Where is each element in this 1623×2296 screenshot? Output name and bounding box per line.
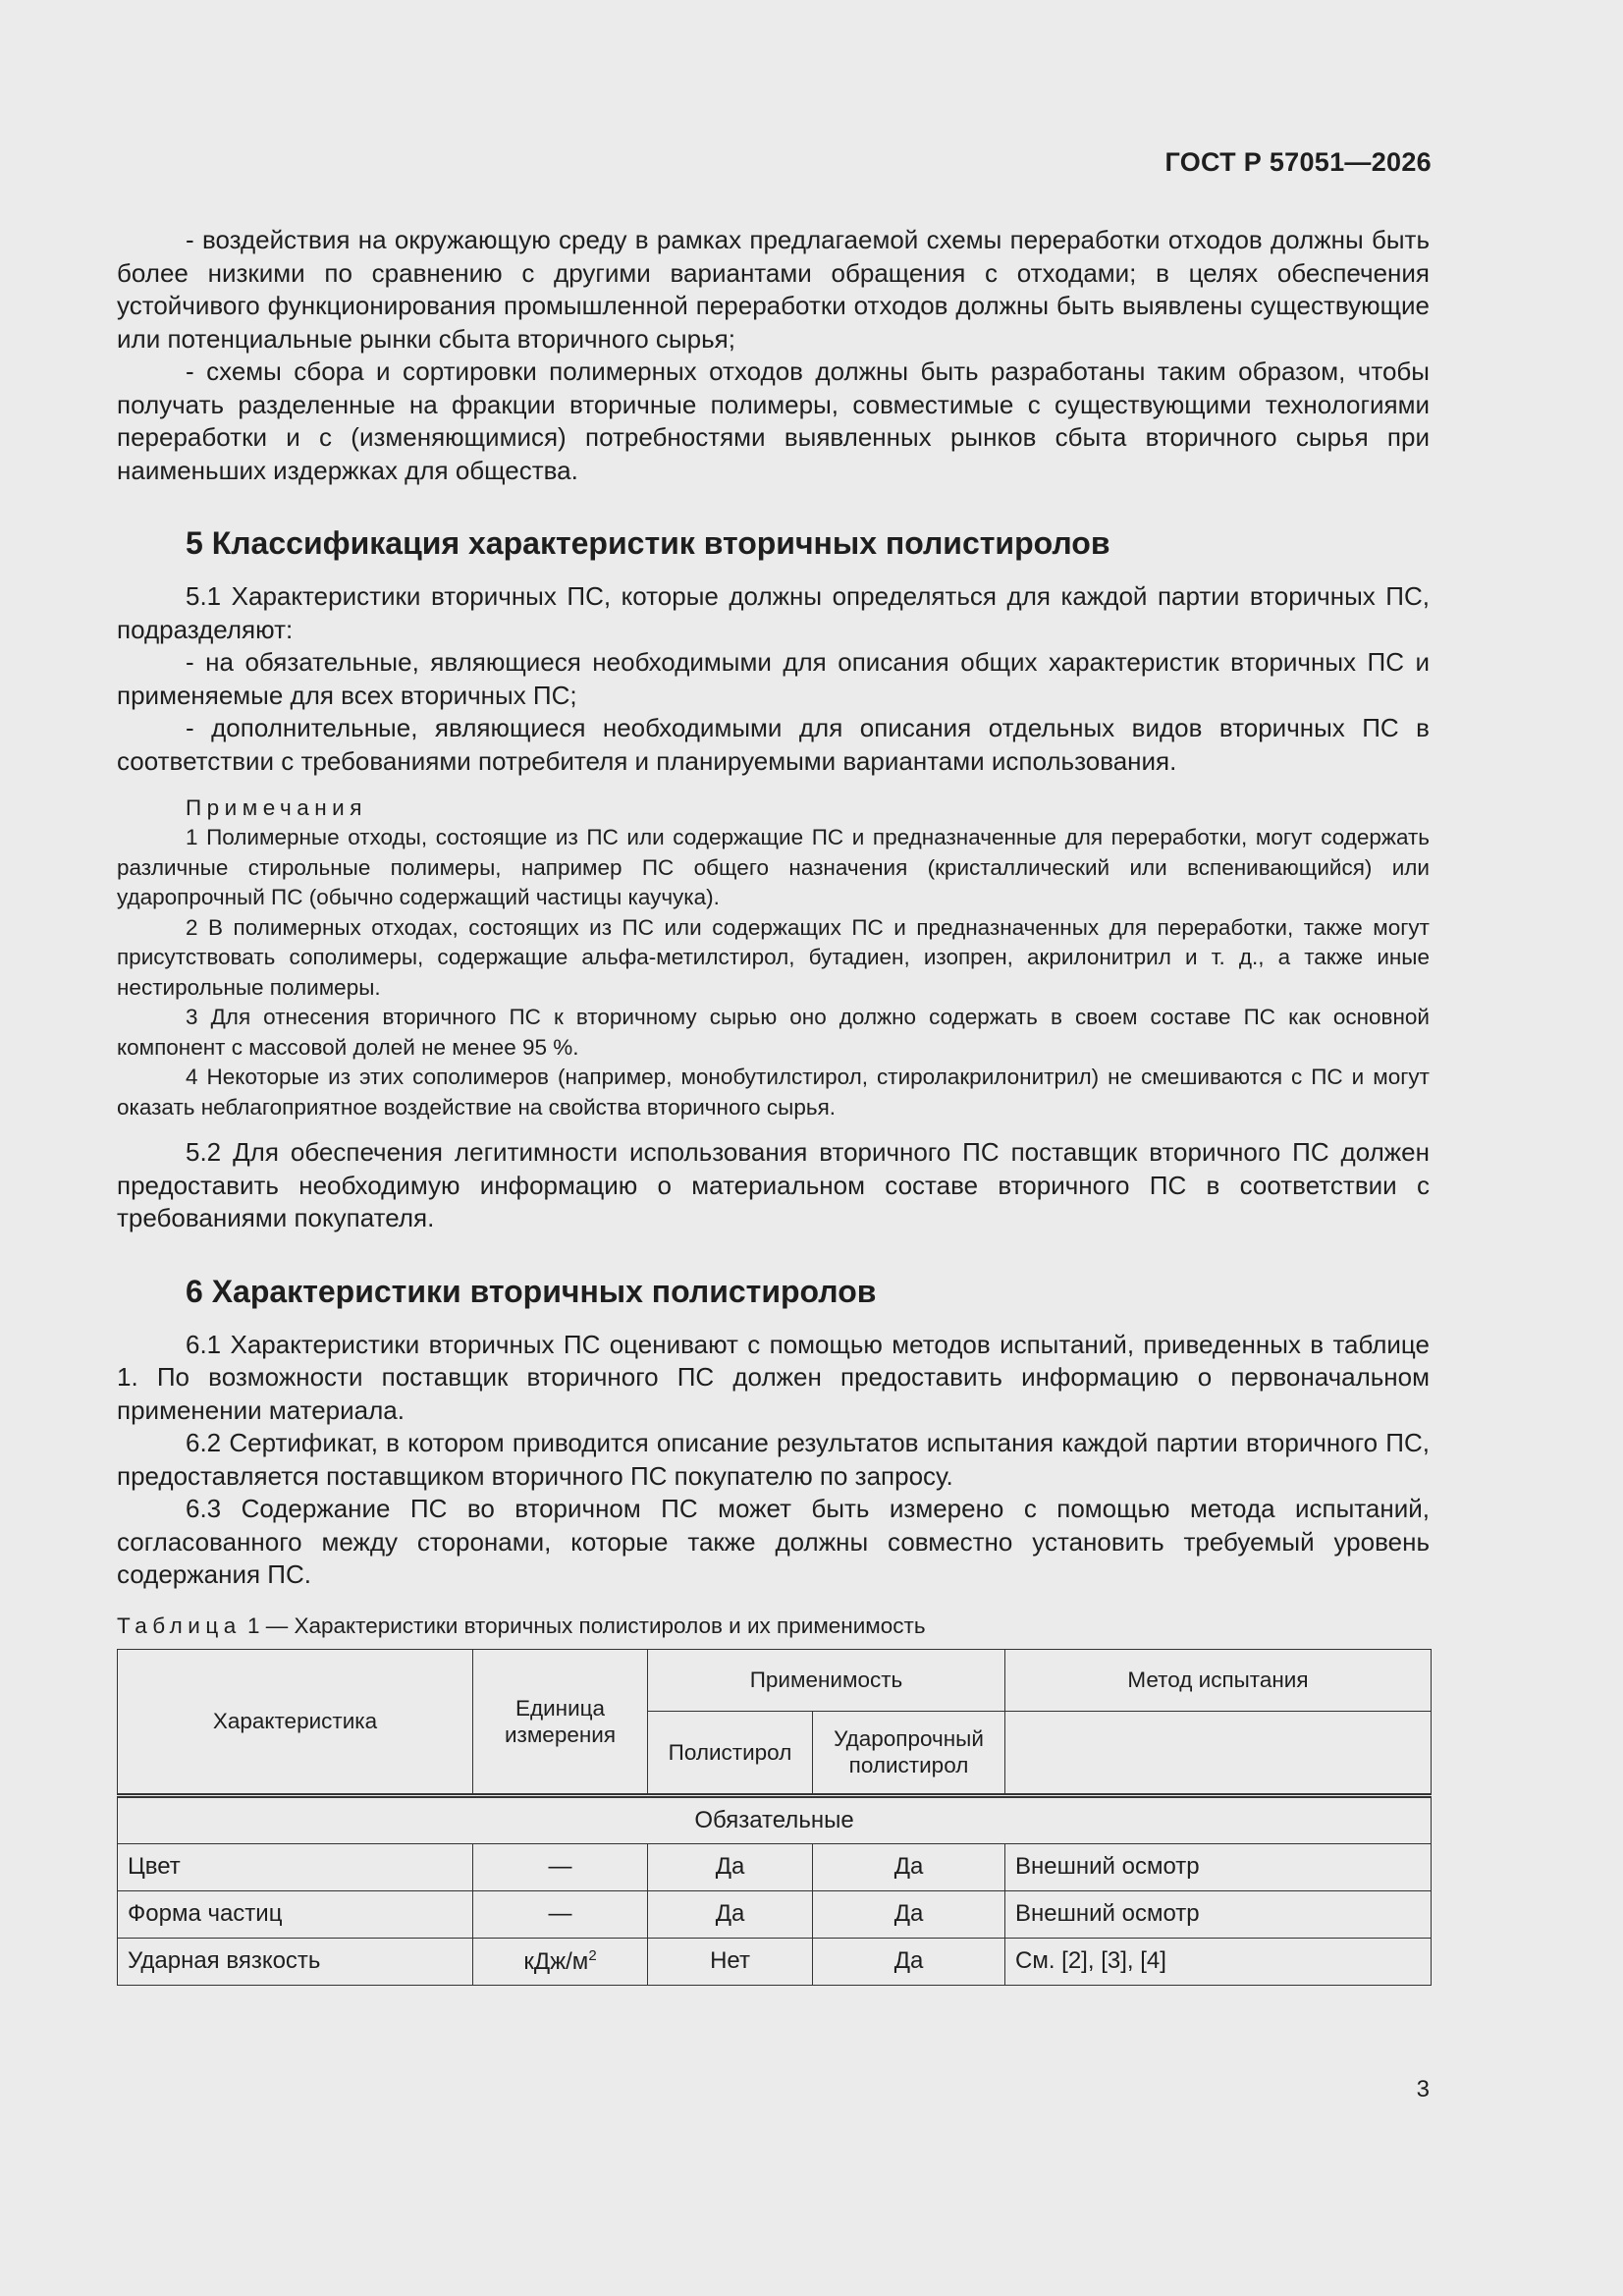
cell-test-method: Внешний осмотр [1005, 1890, 1432, 1938]
cell-test-method: Внешний осмотр [1005, 1843, 1432, 1890]
header-unit: Единица измерения [473, 1649, 648, 1795]
page-content [117, 224, 1430, 1986]
table-caption-title: 1 — Характеристики вторичных полистиролов и их применимость [241, 1613, 926, 1638]
table-caption-label: Таблица [117, 1613, 242, 1638]
cell-hips: Да [813, 1890, 1005, 1938]
header-applicability: Применимость [648, 1649, 1005, 1711]
paragraph-6-3: 6.3 Содержание ПС во вторичном ПС может быть измерено с помощью метода испытаний, согласованного между сторонами, которые также должны совместно установить требуемый уровень содержания ПС. [117, 1494, 1430, 1589]
table-1-caption [117, 1612, 1430, 1641]
cell-unit: — [473, 1843, 648, 1890]
cell-characteristic: Форма частиц [118, 1890, 473, 1938]
cell-unit: — [473, 1890, 648, 1938]
paragraph-5-1: 5.1 Характеристики вторичных ПС, которые должны определяться для каждой партии вторичных ПС, подразделяют: [117, 581, 1430, 644]
unit-text: кДж/м [523, 1947, 589, 1975]
paragraph-6-1: 6.1 Характеристики вторичных ПС оценивают с помощью методов испытаний, приведенных в таблице 1. По возможности поставщик вторичного ПС должен предоставить информацию о первоначальном применении материала. [117, 1329, 1430, 1425]
section-6-heading: 6 Характеристики вторичных полистиролов [186, 1273, 877, 1309]
header-test-method: Метод испытания [1005, 1649, 1432, 1711]
note-2: 2 В полимерных отходах, состоящих из ПС или содержащих ПС и предназначенных для переработки, также могут присутствовать сополимеры, содержащие альфа-метилстирол, бутадиен, изопрен, акрилонитрил и т. д., а также иные нестирольные полимеры. [117, 914, 1430, 1000]
header-test-method-empty [1005, 1711, 1432, 1795]
section-5-heading: 5 Классификация характеристик вторичных полистиролов [186, 525, 1110, 561]
cell-characteristic: Цвет [118, 1843, 473, 1890]
table-row [118, 1843, 1432, 1890]
cell-polystyrene: Да [648, 1843, 813, 1890]
cell-test-method: См. [2], [3], [4] [1005, 1938, 1432, 1985]
table-row [118, 1938, 1432, 1985]
intro-paragraph-2: - схемы сбора и сортировки полимерных отходов должны быть разработаны таким образом, чтобы получать разделенные на фракции вторичные полимеры, совместимые с существующими технологиями переработки и с (изменяющимися) потребностями выявленных рынков сбыта вторичного сырья при наименьших издержках для общества. [117, 356, 1430, 485]
paragraph-5-2: 5.2 Для обеспечения легитимности использования вторичного ПС поставщик вторичного ПС должен предоставить необходимую информацию о материальном составе вторичного ПС в соответствии с требованиями покупателя. [117, 1137, 1430, 1232]
cell-characteristic: Ударная вязкость [118, 1938, 473, 1985]
cell-hips: Да [813, 1843, 1005, 1890]
note-3: 3 Для отнесения вторичного ПС к вторичному сырью оно должно содержать в своем составе ПС как основной компонент с массовой долей не менее 95 %. [117, 1005, 1430, 1060]
note-1: 1 Полимерные отходы, состоящие из ПС или содержащие ПС и предназначенные для переработки, могут содержать различные стирольные полимеры, например ПС общего назначения (кристаллический или вспенивающийся) или ударопрочный ПС (обычно содержащий частицы каучука). [117, 825, 1430, 909]
cell-polystyrene: Да [648, 1890, 813, 1938]
notes-title: Примечания [186, 795, 367, 820]
document-code: ГОСТ Р 57051—2026 [1164, 147, 1432, 177]
paragraph-5-1-mandatory: - на обязательные, являющиеся необходимыми для описания общих характеристик вторичных ПС и применяемые для всех вторичных ПС; [117, 647, 1430, 710]
header-polystyrene: Полистирол [648, 1711, 813, 1795]
header-characteristic: Характеристика [118, 1649, 473, 1795]
cell-unit [473, 1938, 648, 1985]
cell-polystyrene: Нет [648, 1938, 813, 1985]
table-1 [117, 1649, 1432, 1986]
unit-superscript: 2 [588, 1946, 597, 1964]
header-hips: Ударопрочный полистирол [813, 1711, 1005, 1795]
note-4: 4 Некоторые из этих сополимеров (например, монобутилстирол, стиролакрилонитрил) не смешиваются с ПС и могут оказать неблагоприятное воздействие на свойства вторичного сырья. [117, 1065, 1430, 1120]
group-mandatory: Обязательные [118, 1795, 1432, 1843]
table-row [118, 1890, 1432, 1938]
intro-paragraph-1: - воздействия на окружающую среду в рамках предлагаемой схемы переработки отходов должны быть более низкими по сравнению с другими вариантами обращения с отходами; в целях обеспечения устойчивого функционирования промышленной переработки отходов должны быть выявлены существующие или потенциальные рынки сбыта вторичного сырья; [117, 225, 1430, 354]
paragraph-6-2: 6.2 Сертификат, в котором приводится описание результатов испытания каждой партии вторичного ПС, предоставляется поставщиком вторичного ПС покупателю по запросу. [117, 1428, 1430, 1491]
paragraph-5-1-additional: - дополнительные, являющиеся необходимыми для описания отдельных видов вторичных ПС в соответствии с требованиями потребителя и планируемыми вариантами использования. [117, 713, 1430, 776]
cell-hips: Да [813, 1938, 1005, 1985]
page-number: 3 [1416, 2076, 1430, 2103]
